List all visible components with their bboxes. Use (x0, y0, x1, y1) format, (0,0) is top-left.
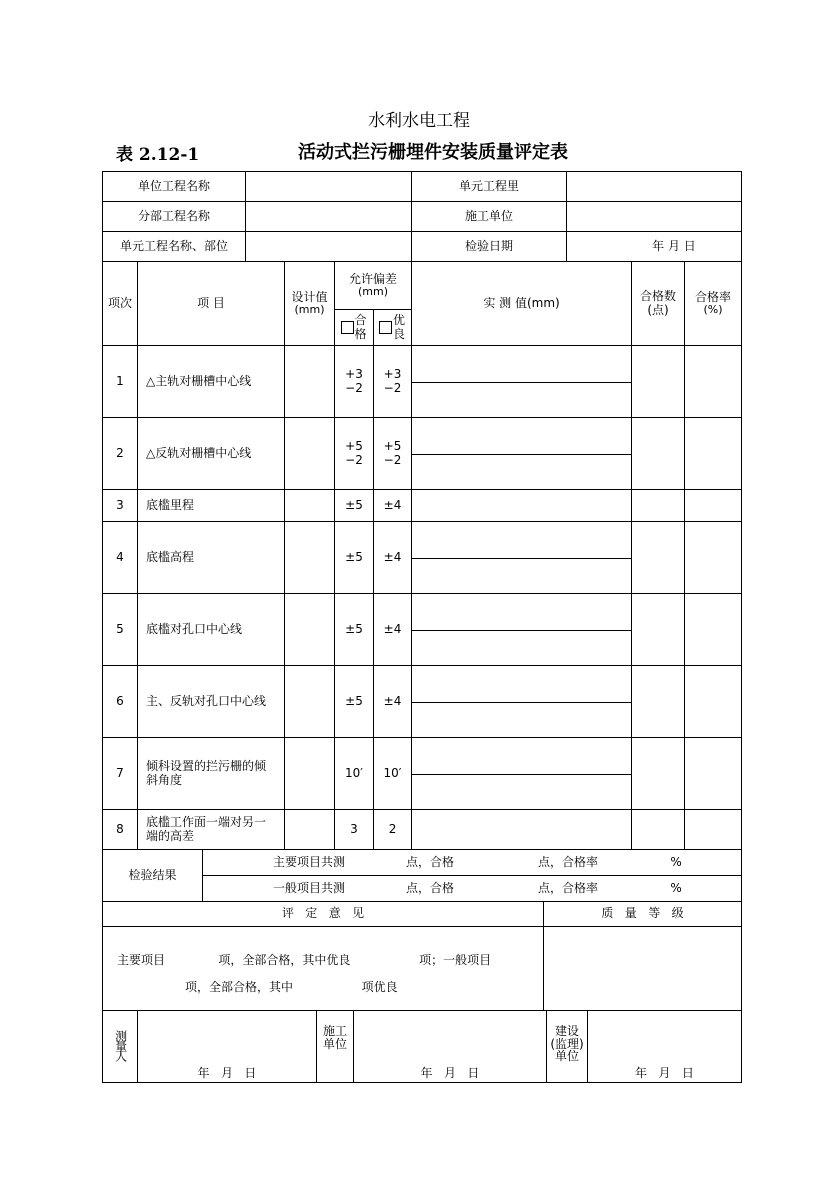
unit-project-label: 单位工程名称 (103, 172, 246, 202)
row-item: 主、反轨对孔口中心线 (138, 666, 285, 738)
row-no: 2 (103, 418, 138, 490)
row-no: 3 (103, 490, 138, 522)
result-general-line[interactable]: 一般项目共测 点，合格 点，合格率 % (203, 876, 742, 902)
col-header-tolerance (335, 262, 412, 310)
page-header: 水利水电工程 (368, 111, 470, 131)
element-name-label: 单元工程名称、部位 (103, 232, 246, 262)
row-pass-points[interactable] (632, 490, 685, 522)
tolerance-label: 允许偏差 (349, 271, 398, 286)
row-excellent-tolerance: +3 −2 (374, 346, 412, 418)
row-no: 6 (103, 666, 138, 738)
opinion-line-1: 主要项目 项，全部合格，其中优良 项；一般项目 (117, 953, 492, 967)
row-pass-rate[interactable] (685, 594, 742, 666)
table-row (103, 594, 742, 666)
grade-field[interactable] (544, 927, 742, 1011)
row-excellent-tolerance: ±4 (374, 666, 412, 738)
row-measured[interactable] (412, 522, 632, 594)
row-pass-rate[interactable] (685, 490, 742, 522)
supervision-label (547, 1011, 588, 1083)
pass-points-unit: (点) (647, 302, 669, 317)
row-pass-tolerance: +5 −2 (335, 418, 374, 490)
form-title: 活动式拦污栅埋件安装质量评定表 (298, 142, 568, 163)
opinion-line-2: 项，全部合格，其中 项优良 (185, 980, 398, 994)
element-name-field[interactable] (246, 232, 412, 262)
result-label: 检验结果 (103, 850, 203, 902)
table-row (103, 810, 742, 850)
row-item: 底槛工作面一端对另一端的高差 (138, 810, 285, 850)
unit-quantity-field[interactable] (567, 172, 742, 202)
table-row (103, 738, 742, 810)
sub-project-field[interactable] (246, 202, 412, 232)
inspection-date-label: 检验日期 (412, 232, 567, 262)
grade-label: 质 量 等 级 (544, 902, 742, 927)
col-header-pass-rate (685, 262, 742, 346)
row-pass-rate[interactable] (685, 418, 742, 490)
row-design[interactable] (285, 490, 335, 522)
row-excellent-tolerance: ±4 (374, 490, 412, 522)
row-pass-tolerance: ±5 (335, 522, 374, 594)
row-design[interactable] (285, 346, 335, 418)
row-design[interactable] (285, 522, 335, 594)
row-pass-points[interactable] (632, 594, 685, 666)
construction-date: 年 月 日 (420, 1065, 480, 1080)
row-no: 7 (103, 738, 138, 810)
row-pass-points[interactable] (632, 418, 685, 490)
row-item: 底槛里程 (138, 490, 285, 522)
table-row (103, 522, 742, 594)
table-number: 表 2.12-1 (116, 145, 200, 165)
pass-rate-unit: (%) (703, 303, 723, 317)
row-no: 4 (103, 522, 138, 594)
row-measured[interactable] (412, 810, 632, 850)
col-header-excellent (374, 310, 412, 346)
row-pass-tolerance: +3 −2 (335, 346, 374, 418)
pass-rate-label: 合格率 (695, 289, 732, 304)
info-table (102, 171, 742, 262)
row-item: 倾科设置的拦污栅的倾斜角度 (138, 738, 285, 810)
surveyor-label (103, 1011, 138, 1083)
pass-points-label: 合格数 (640, 289, 677, 304)
row-pass-rate[interactable] (685, 346, 742, 418)
design-unit: (mm) (294, 303, 325, 317)
row-design[interactable] (285, 738, 335, 810)
supervision-text: 建设(监理)单位 (550, 1024, 584, 1064)
row-design[interactable] (285, 418, 335, 490)
col-header-design (285, 262, 335, 346)
row-no: 8 (103, 810, 138, 850)
supervision-date: 年 月 日 (635, 1065, 694, 1080)
row-pass-tolerance: ±5 (335, 490, 374, 522)
row-excellent-tolerance: 10′ (374, 738, 412, 810)
row-measured[interactable] (412, 346, 632, 418)
col-header-item: 项 目 (138, 262, 285, 346)
row-item: 底槛高程 (138, 522, 285, 594)
row-design[interactable] (285, 666, 335, 738)
row-excellent-tolerance: ±4 (374, 522, 412, 594)
row-excellent-tolerance: ±4 (374, 594, 412, 666)
row-pass-rate[interactable] (685, 810, 742, 850)
result-table (102, 849, 742, 902)
table-row (103, 490, 742, 522)
row-item: △反轨对栅槽中心线 (138, 418, 285, 490)
surveyor-field[interactable] (138, 1011, 317, 1083)
row-pass-rate[interactable] (685, 738, 742, 810)
excellent-label: 优良 (392, 313, 405, 341)
row-excellent-tolerance: 2 (374, 810, 412, 850)
row-measured[interactable] (412, 418, 632, 490)
table-row (103, 418, 742, 490)
row-pass-rate[interactable] (685, 666, 742, 738)
table-row (103, 346, 742, 418)
signature-table (102, 1010, 742, 1083)
row-pass-tolerance: ±5 (335, 594, 374, 666)
row-measured[interactable] (412, 666, 632, 738)
table-row (103, 666, 742, 738)
row-pass-tolerance: ±5 (335, 666, 374, 738)
col-header-pass (335, 310, 374, 346)
row-item: △主轨对栅槽中心线 (138, 346, 285, 418)
construction-label (317, 1011, 354, 1083)
assessment-table (102, 901, 742, 1011)
row-pass-points[interactable] (632, 346, 685, 418)
row-excellent-tolerance: +5 −2 (374, 418, 412, 490)
row-no: 1 (103, 346, 138, 418)
construction-unit-label: 施工单位 (412, 202, 567, 232)
col-header-pass-points (632, 262, 685, 346)
sub-project-label: 分部工程名称 (103, 202, 246, 232)
construction-unit-field[interactable] (567, 202, 742, 232)
row-measured[interactable] (412, 738, 632, 810)
pass-checkbox[interactable] (341, 321, 354, 334)
row-pass-tolerance: 3 (335, 810, 374, 850)
excellent-checkbox[interactable] (379, 321, 392, 334)
unit-quantity-label: 单元工程里 (412, 172, 567, 202)
row-design[interactable] (285, 810, 335, 850)
construction-field[interactable] (354, 1011, 547, 1083)
row-pass-points[interactable] (632, 738, 685, 810)
opinion-label: 评 定 意 见 (103, 902, 544, 927)
unit-project-field[interactable] (246, 172, 412, 202)
result-main-line[interactable]: 主要项目共测 点，合格 点，合格率 % (203, 850, 742, 876)
row-design[interactable] (285, 594, 335, 666)
col-header-no: 项次 (103, 262, 138, 346)
surveyor-text: 测量人 (113, 1029, 128, 1060)
design-label: 设计值 (291, 289, 328, 304)
row-measured[interactable] (412, 594, 632, 666)
row-no: 5 (103, 594, 138, 666)
opinion-field[interactable] (103, 927, 544, 1011)
measurement-table (102, 261, 742, 850)
row-pass-points[interactable] (632, 810, 685, 850)
row-measured[interactable] (412, 490, 632, 522)
tolerance-unit: (mm) (358, 285, 389, 299)
surveyor-date: 年 月 日 (197, 1065, 257, 1080)
supervision-field[interactable] (588, 1011, 742, 1083)
construction-text: 施工单位 (322, 1024, 347, 1051)
row-pass-rate[interactable] (685, 522, 742, 594)
row-pass-points[interactable] (632, 522, 685, 594)
inspection-date-field[interactable]: 年 月 日 (567, 232, 742, 262)
pass-label: 合格 (354, 313, 367, 341)
row-item: 底槛对孔口中心线 (138, 594, 285, 666)
col-header-measured: 实 测 值(mm) (412, 262, 632, 346)
row-pass-points[interactable] (632, 666, 685, 738)
row-pass-tolerance: 10′ (335, 738, 374, 810)
